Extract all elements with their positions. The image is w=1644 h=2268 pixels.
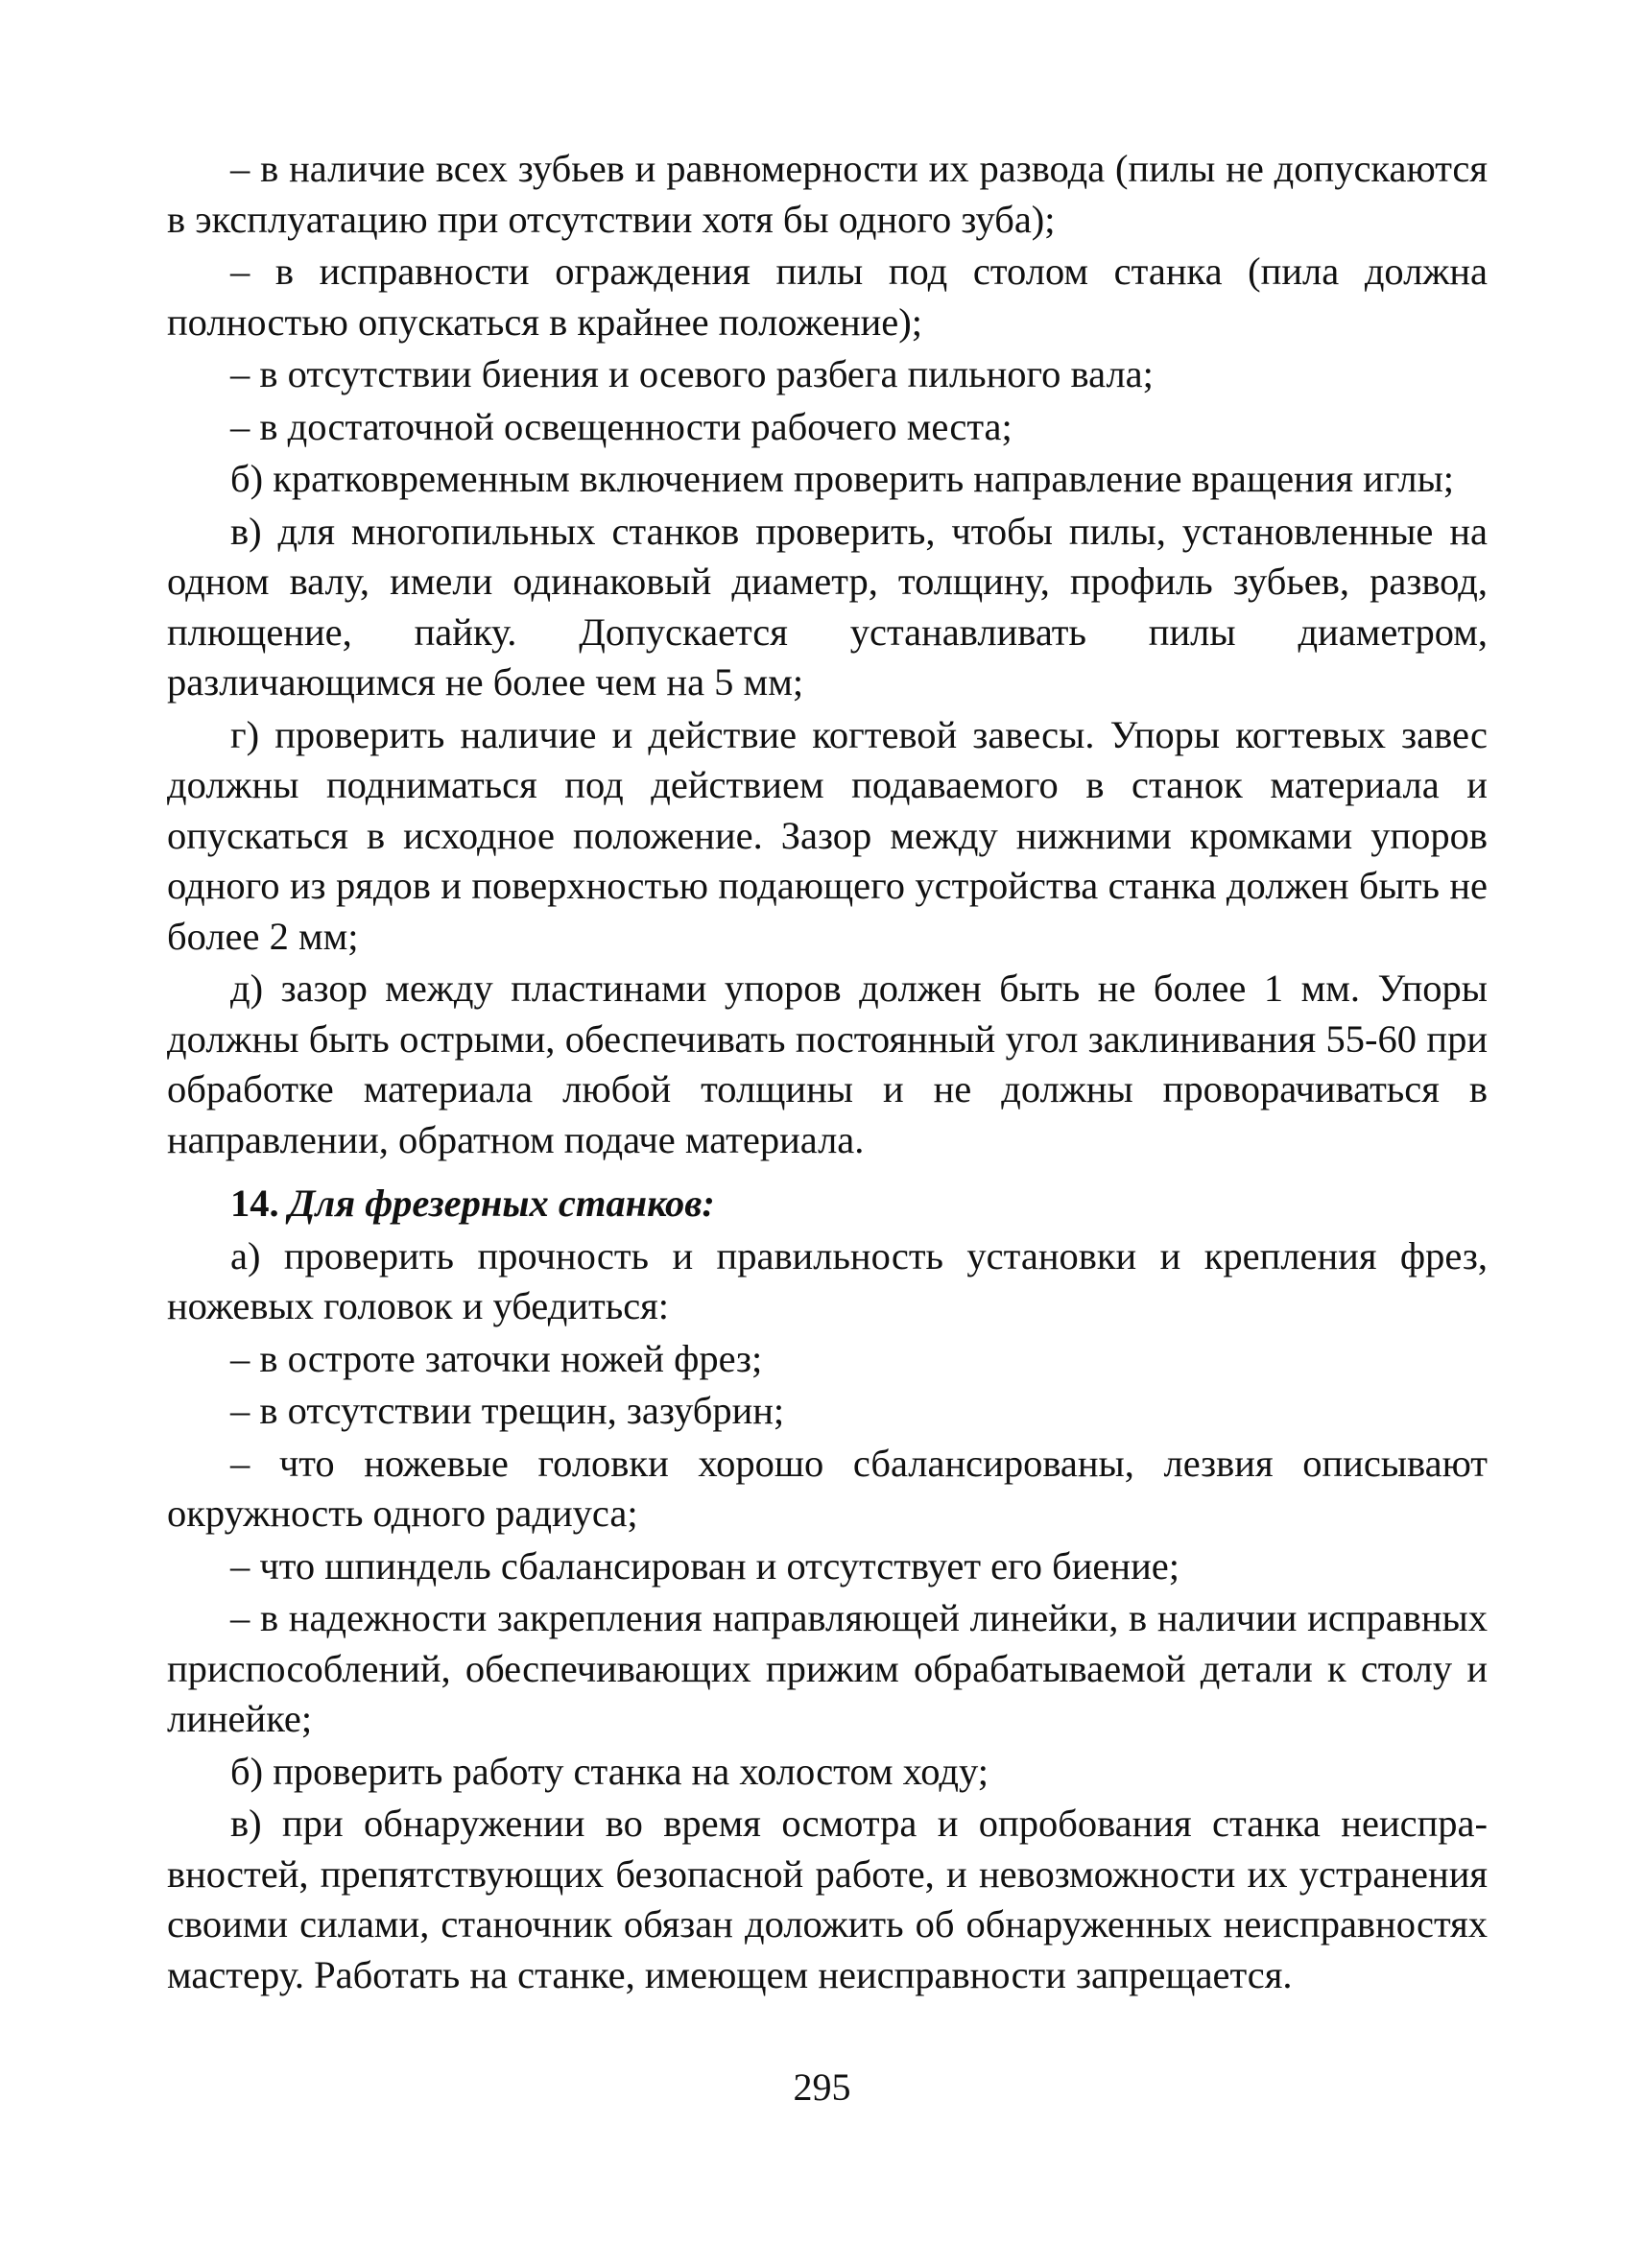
section-number: 14. xyxy=(230,1182,279,1225)
paragraph: – в отсутствии биения и осевого разбега пильного вала; xyxy=(230,352,1154,395)
paragraph: – в надежности закрепления направляющей линейки, в наличии исправных приспособлений, обеспечивающих прижим обрабатываемой детали к столу и линейке; xyxy=(167,1596,1488,1740)
paragraph: а) проверить прочность и правильность установки и крепления фрез, ножевых головок и убедиться: xyxy=(167,1233,1488,1327)
paragraph: – в исправности ограждения пилы под столом станка (пила должна полностью опускаться в крайнее положение); xyxy=(167,250,1488,344)
paragraph: в) для многопильных станков проверить, чтобы пилы, установленные на одном валу, имели одинаковый диаметр, толщину, профиль зубьев, развод, плющение, пайку. Допускается устанавливать пилы диаметром, различающимся не более чем на 5 мм; xyxy=(167,509,1488,704)
paragraph: – в достаточной освещенности рабочего места; xyxy=(230,404,1013,448)
paragraph: г) проверить наличие и действие когтевой завесы. Упоры когтевых завес должны подниматься под действием подаваемого в станок материала и опускаться в исходное положение. Зазор между нижними кромками упоров одного из рядов и поверхностью подающего устройства станка должен быть не более 2 мм; xyxy=(167,712,1488,958)
paragraph: – в остроте заточки ножей фрез; xyxy=(230,1336,763,1380)
page-body xyxy=(167,144,1488,2002)
paragraph: б) кратковременным включением проверить направление вращения иглы; xyxy=(230,457,1455,500)
paragraph: в) при обнаружении во время осмотра и опробования станка неисправностей, препятствующих безопасной работе, и невозможности их устранения своими силами, станочник обязан доложить об обнаруженных неисправностях мастеру. Работать на станке, имеющем неисправности запрещается. xyxy=(167,1802,1488,1996)
paragraph: б) проверить работу станка на холостом ходу; xyxy=(230,1749,989,1793)
paragraph: – что ножевые головки хорошо сбалансированы, лезвия описывают окружность одного радиуса; xyxy=(167,1441,1488,1535)
paragraph: – в наличие всех зубьев и равномерности их развода (пилы не допускаются в эксплуатацию при отсутствии хотя бы одного зуба); xyxy=(167,147,1488,241)
paragraph: д) зазор между пластинами упоров должен быть не более 1 мм. Упоры должны быть острыми, обеспечивать постоянный угол заклинивания 55-60 при обработке материала любой толщины и не должны проворачиваться в направлении, обратном подаче материала. xyxy=(167,967,1488,1161)
paragraph: – в отсутствии трещин, зазубрин; xyxy=(230,1389,785,1432)
section-heading xyxy=(167,1179,1488,1229)
paragraph: – что шпиндель сбалансирован и отсутствует его биение; xyxy=(230,1543,1179,1588)
page-number: 295 xyxy=(793,2065,851,2109)
section-title: Для фрезерных станков: xyxy=(288,1182,715,1225)
